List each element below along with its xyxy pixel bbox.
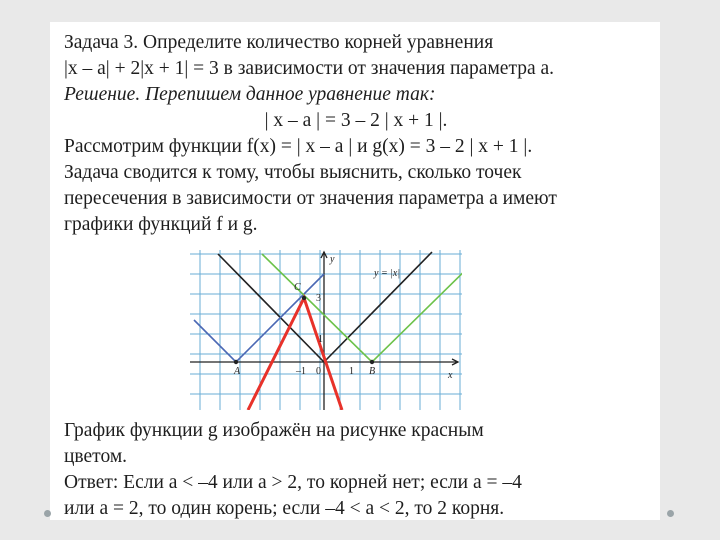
tick-x-minus-1: –1 [296,366,306,377]
point-b-label: B [369,366,376,377]
functions-line: Рассмотрим функции f(x) = | x – a | и g(x) = 3 – 2 | x + 1 |. [64,136,533,157]
answer-line-1: Ответ: Если a < –4 или a > 2, то корней нет; если a = –4 [64,472,522,493]
solution-line: Решение. Перепишем данное уравнение так: [64,84,436,105]
tick-y-3: 3 [316,293,321,304]
point-c-label: C [294,282,301,293]
problem-line-1: Задача 3. Определите количество корней уравнения [64,32,494,53]
reduction-line-2: пересечения в зависимости от значения параметра a имеют [64,188,557,209]
reduction-line-3: графики функций f и g. [64,214,258,235]
footer-line-1: График функции g изображён на рисунке красным [64,420,484,441]
tick-x-1: 1 [349,366,354,377]
x-axis-label: x [448,370,453,381]
problem-line-2: |x – a| + 2|x + 1| = 3 в зависимости от значения параметра a. [64,58,555,79]
reduction-line-1: Задача сводится к тому, чтобы выяснить, сколько точек [64,162,522,183]
tick-x-0: 0 [316,366,321,377]
tick-y-1: 1 [318,334,323,345]
point-a-label: A [234,366,241,377]
y-axis-label: y [330,254,335,265]
equation-line: | x – a | = 3 – 2 | x + 1 |. [264,110,448,131]
footer-line-2: цветом. [64,446,128,467]
line-label: y = |x| [374,268,401,279]
answer-line-2: или a = 2, то один корень; если –4 < a < 2, то 2 корня. [64,498,505,519]
function-graph [190,250,462,410]
